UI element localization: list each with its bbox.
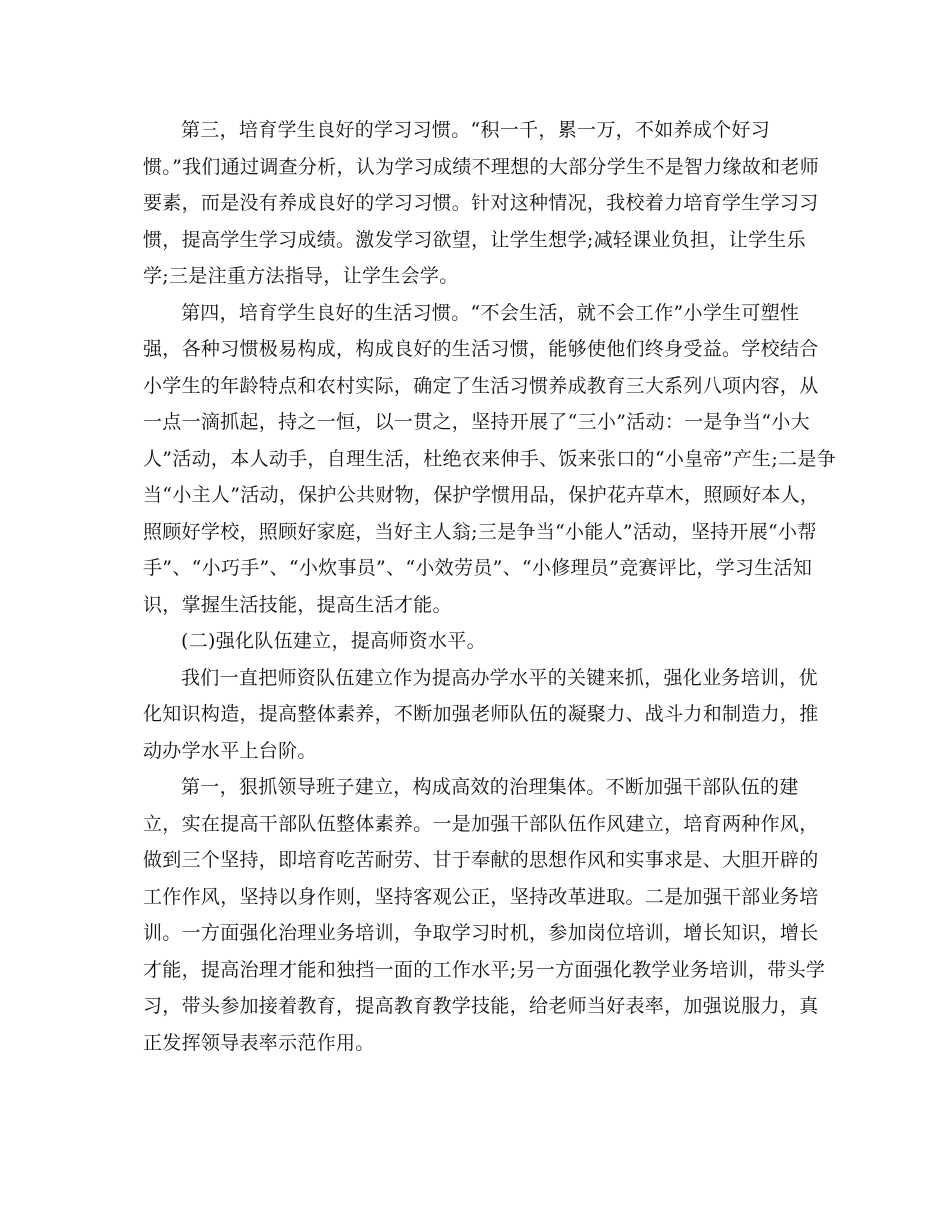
text-line: 一点一滴抓起，持之一恒，以一贯之，坚持开展了“三小”活动：一是争当“小大 (143, 411, 810, 433)
text-line: 惯。”我们通过调查分析，认为学习成绩不理想的大部分学生不是智力缘故和老师 (143, 155, 820, 178)
text-line: 第一，狠抓领导班子建立，构成高效的治理集体。不断加强干部队伍的建 (181, 776, 799, 798)
text-line: 我们一直把师资队伍建立作为提高办学水平的关键来抓，强化业务培训，优 (181, 666, 818, 689)
text-line: 训。一方面强化治理业务培训，争取学习时机，参加岗位培训，增长知识，增长 (143, 922, 819, 944)
text-line: 惯，提高学生学习成绩。激发学习欲望，让学生想学;减轻课业负担，让学生乐 (143, 228, 806, 251)
text-line: 第四，培育学生良好的生活习惯。“不会生活，就不会工作”小学生可塑性 (181, 301, 800, 324)
document-body (143, 112, 836, 1061)
text-line: 第三，培育学生良好的学习习惯。“积一千，累一万，不如养成个好习 (181, 119, 771, 141)
text-line: 小学生的年龄特点和农村实际，确定了生活习惯养成教育三大系列八项内容，从 (143, 374, 819, 397)
text-line: (二)强化队伍建立，提高师资水平。 (181, 630, 486, 652)
text-line: 照顾好学校，照顾好家庭，当好主人翁;三是争当“小能人”活动，坚持开展“小帮 (143, 520, 817, 543)
text-line: 动办学水平上台阶。 (143, 739, 317, 762)
text-line: 要素，而是没有养成良好的学习习惯。针对这种情况，我校着力培育学生学习习 (143, 192, 819, 214)
text-line: 当“小主人”活动，保护公共财物，保护学惯用品，保护花卉草木，照顾好本人， (143, 484, 820, 506)
text-line: 工作作风，坚持以身作则，坚持客观公正，坚持改革进取。二是加强干部业务培 (143, 885, 819, 908)
text-line: 立，实在提高干部队伍整体素养。一是加强干部队伍作风建立，培育两种作风， (143, 812, 819, 835)
text-line: 识，掌握生活技能，提高生活才能。 (143, 593, 452, 616)
text-line: 才能，提高治理才能和独挡一面的工作水平;另一方面强化教学业务培训，带头学 (143, 958, 826, 981)
text-line: 化知识构造，提高整体素养，不断加强老师队伍的凝聚力、战斗力和制造力，推 (143, 703, 819, 725)
text-line: 学;三是注重方法指导，让学生会学。 (143, 265, 459, 287)
text-line: 强，各种习惯极易构成，构成良好的生活习惯，能够使他们终身受益。学校结合 (143, 338, 819, 360)
text-line: 手”、“小巧手”、“小炊事员”、“小效劳员”、“小修理员”竞赛评比，学习生活知 (143, 557, 813, 579)
text-line: 做到三个坚持，即培育吃苦耐劳、甘于奉献的思想作风和实事求是、大胆开辟的 (143, 849, 819, 871)
text-line: 正发挥领导表率示范作用。 (143, 1031, 375, 1054)
text-line: 人”活动，本人动手，自理生活，杜绝衣来伸手、饭来张口的“小皇帝”产生;二是争 (143, 447, 836, 470)
text-line: 习，带头参加接着教育，提高教育教学技能，给老师当好表率，加强说服力，真 (143, 995, 819, 1017)
